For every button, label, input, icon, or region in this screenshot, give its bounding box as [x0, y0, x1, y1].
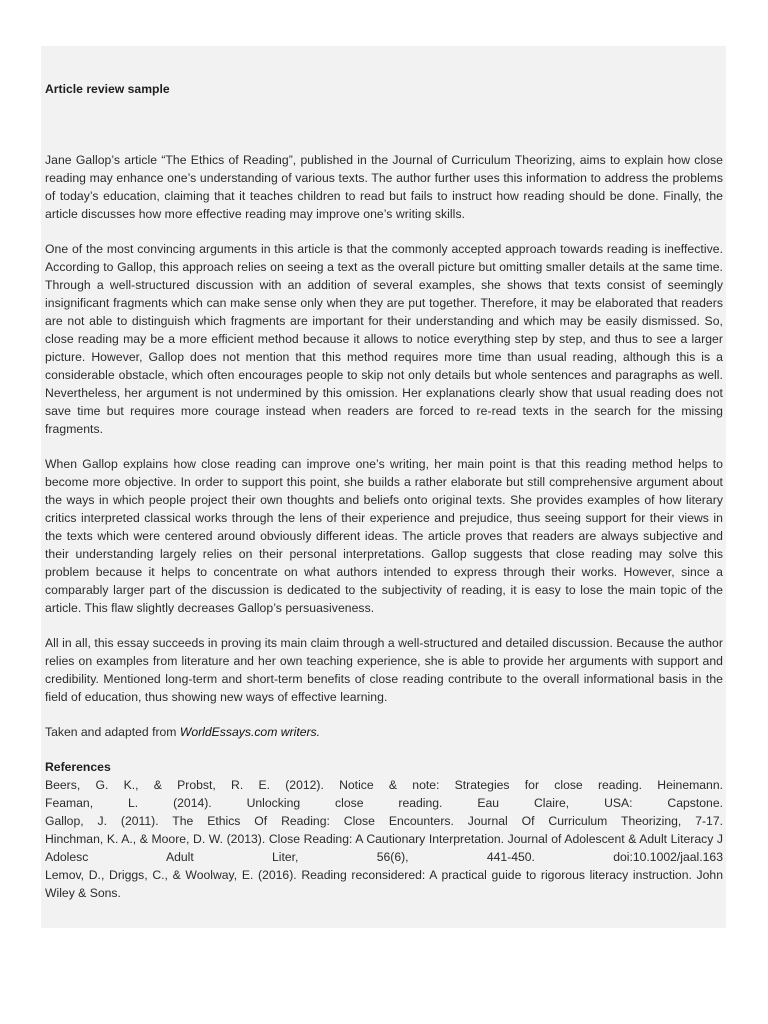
- credit-site-link[interactable]: WorldEssays.com: [179, 725, 278, 739]
- reference-item: Feaman, L. (2014). Unlocking close reading. Eau Claire, USA: Capstone.: [45, 796, 723, 810]
- reference-item: Hinchman, K. A., & Moore, D. W. (2013). Close Reading: A Cautionary Interpretation. Journal of Adolescent & Adult Literacy J Adolesc Adult Liter, 56(6), 441-450. doi:10.1002/jaal.163: [45, 832, 723, 864]
- document-page: [41, 46, 726, 928]
- body-paragraph-argument: One of the most convincing arguments in this article is that the commonly accepted approach towards reading is ineffective. According to Gallop, this approach relies on seeing a text as the overall picture but omitting smaller details at the same time. Through a well-structured discussion with an addition of several examples, she shows that texts consist of seemingly insignificant fragments which can make sense only when they are put together. Therefore, it may be elaborated that readers are not able to distinguish which fragments are important for their understanding and which may be easily dismissed. So, close reading may be a more efficient method because it allows to notice everything step by step, and thus to see a larger picture. However, Gallop does not mention that this method requires more time than usual reading, although this is a considerable obstacle, which often encourages people to skip not only details but whole sentences and paragraphs as well. Nevertheless, her argument is not undermined by this omission. Her explanations clearly show that usual reading does not save time but requires more courage instead when readers are forced to re-read texts in the search for the missing fragments.: [45, 242, 723, 436]
- reference-item: Lemov, D., Driggs, C., & Woolway, E. (2016). Reading reconsidered: A practical guide to rigorous literacy instruction. John Wiley & Sons.: [45, 868, 723, 900]
- document-title: Article review sample: [45, 82, 170, 96]
- body-paragraph-intro: Jane Gallop’s article “The Ethics of Reading”, published in the Journal of Curriculum Theorizing, aims to explain how close reading may enhance one’s understanding of various texts. The author further uses this information to address the problems of today’s education, claiming that it teaches children to read but fails to instruct how reading should be done. Finally, the article discusses how more effective reading may improve one’s writing skills.: [45, 153, 723, 221]
- credit-prefix: Taken and adapted from: [45, 725, 180, 739]
- credit-suffix: writers.: [277, 725, 321, 739]
- reference-item: Gallop, J. (2011). The Ethics Of Reading: Close Encounters. Journal Of Curriculum Theorizing, 7-17.: [45, 814, 723, 828]
- reference-item: Beers, G. K., & Probst, R. E. (2012). Notice & note: Strategies for close reading. Heinemann.: [45, 778, 723, 792]
- body-paragraph-writing: When Gallop explains how close reading can improve one’s writing, her main point is that this reading method helps to become more objective. In order to support this point, she builds a rather elaborate but still comprehensive argument about the ways in which people project their own thoughts and beliefs onto original texts. She provides examples of how literary critics interpreted classical works through the lens of their experience and prejudice, thus seeing support for their views in the texts which were centered around obviously different ideas. The article proves that readers are always subjective and their understanding largely relies on their personal interpretations. Gallop suggests that close reading may solve this problem because it helps to concentrate on what authors intended to express through their works. However, since a comparably larger part of the discussion is dedicated to the subjectivity of reading, it is easy to lose the main topic of the article. This flaw slightly decreases Gallop’s persuasiveness.: [45, 457, 723, 615]
- source-credit: [45, 723, 723, 741]
- references-list: [45, 776, 723, 902]
- references-heading: References: [45, 760, 111, 774]
- body-paragraph-conclusion: All in all, this essay succeeds in proving its main claim through a well-structured and detailed discussion. Because the author relies on examples from literature and her own teaching experience, she is able to provide her arguments with support and credibility. Mentioned long-term and short-term benefits of close reading contribute to the overall informational basis in the field of education, thus showing new ways of effective learning.: [45, 636, 723, 704]
